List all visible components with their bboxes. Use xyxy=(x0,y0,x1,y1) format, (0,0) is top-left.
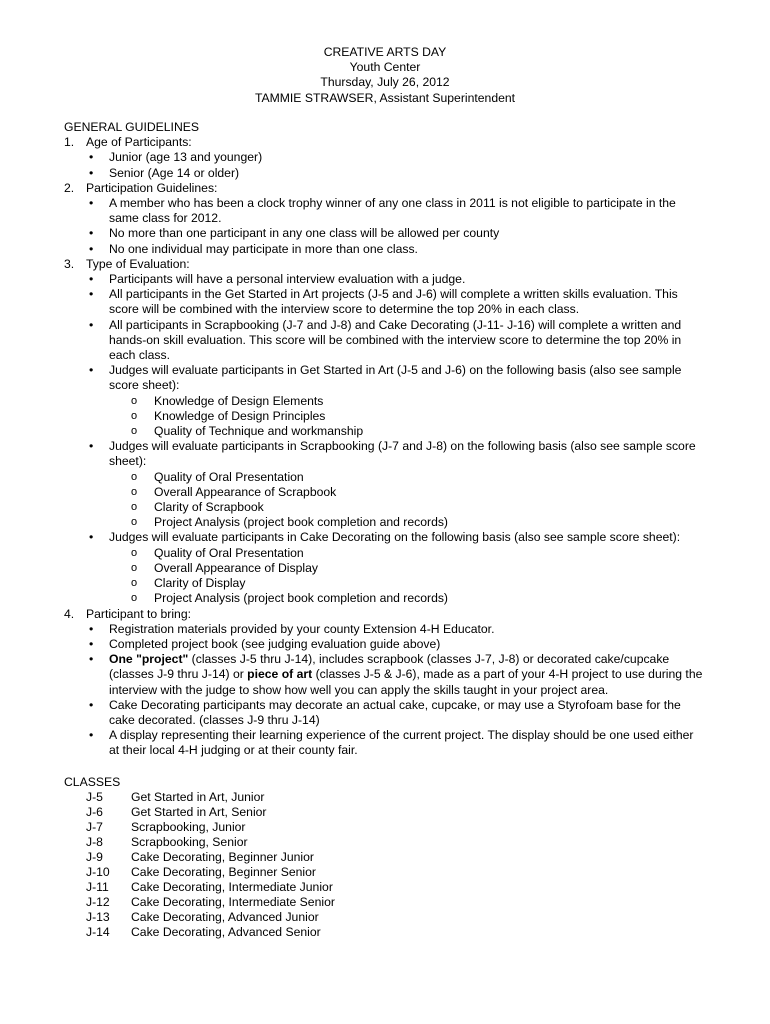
guidelines-heading: GENERAL GUIDELINES xyxy=(64,120,200,134)
list-item: • All participants in Scrapbooking (J-7 and J-8) and Cake Decorating (J-11- J-16) will complete a written and hands-on skill evaluation. This score will be combined with the interview score to determine the top 20% in each class. xyxy=(109,318,704,364)
class-code: J-6 xyxy=(86,804,103,819)
section-title: Participation Guidelines: xyxy=(86,180,218,195)
section-number: 3. xyxy=(64,256,75,271)
section-title: Participant to bring: xyxy=(86,606,192,621)
class-code: J-13 xyxy=(86,909,110,924)
class-row xyxy=(64,835,704,850)
sub-list-item: o Project Analysis (project book completion and records) xyxy=(154,515,704,530)
class-row xyxy=(64,895,704,910)
class-name: Scrapbooking, Senior xyxy=(131,834,248,849)
event-date: Thursday, July 26, 2012 xyxy=(320,75,450,90)
classes-table xyxy=(64,790,704,940)
class-row xyxy=(64,910,704,925)
class-code: J-11 xyxy=(86,879,109,894)
list-item-text: (classes J-5 thru J-14), includes scrapbook (classes J-7, J-8) or decorated cake/cupcake (classes J-9 thru J-14) or xyxy=(109,652,670,682)
list-item-text: (classes J-5 & J-6), made as a part of your 4-H project to use during the interview with the judge to show how well you can apply the skills taught in your project area. xyxy=(109,667,703,697)
list-item-text: Judges will evaluate participants in Scrapbooking (J-7 and J-8) on the following basis (also see sample score sheet): xyxy=(109,439,696,469)
sub-list-item: o Project Analysis (project book completion and records) xyxy=(154,591,704,606)
class-code: J-8 xyxy=(86,834,103,849)
class-row xyxy=(64,925,704,940)
sub-list-item: o Overall Appearance of Scrapbook xyxy=(154,485,704,500)
scrapbook-criteria-list xyxy=(109,470,704,531)
class-row xyxy=(64,790,704,805)
sub-list-item: o Quality of Oral Presentation xyxy=(154,470,704,485)
sub-list-item: o Clarity of Scrapbook xyxy=(154,500,704,515)
list-item xyxy=(109,530,704,606)
section-number: 1. xyxy=(64,135,75,150)
list-item: • Participants will have a personal interview evaluation with a judge. xyxy=(109,272,704,287)
list-item: • All participants in the Get Started in Art projects (J-5 and J-6) will complete a written skills evaluation. This score will be combined with the interview score to determine the top 20% in each class. xyxy=(109,287,704,317)
sub-list-item: o Overall Appearance of Display xyxy=(154,561,704,576)
class-name: Scrapbooking, Junior xyxy=(131,819,246,834)
class-code: J-5 xyxy=(86,789,103,804)
list-item: • A display representing their learning experience of the current project. The display should be one used either at their local 4-H judging or at their county fair. xyxy=(109,728,704,758)
class-code: J-10 xyxy=(86,864,110,879)
list-item xyxy=(109,363,704,439)
class-row xyxy=(64,805,704,820)
class-row xyxy=(64,850,704,865)
section-title: Age of Participants: xyxy=(86,135,192,150)
guideline-section-2 xyxy=(64,181,704,196)
list-item: • Completed project book (see judging evaluation guide above) xyxy=(109,637,704,652)
list-item-text: Judges will evaluate participants in Cake Decorating on the following basis (also see sample score sheet): xyxy=(109,530,681,545)
list-item xyxy=(109,652,704,698)
list-item: • Cake Decorating participants may decorate an actual cake, cupcake, or may use a Styrofoam base for the cake decorated. (classes J-9 thru J-14) xyxy=(109,698,704,728)
class-name: Cake Decorating, Intermediate Senior xyxy=(131,894,335,909)
section-number: 2. xyxy=(64,180,75,195)
sub-list-item: o Quality of Oral Presentation xyxy=(154,546,704,561)
evaluation-list xyxy=(64,272,704,606)
class-name: Cake Decorating, Beginner Senior xyxy=(131,864,316,879)
list-item: • Senior (Age 14 or older) xyxy=(109,166,704,181)
class-name: Cake Decorating, Advanced Junior xyxy=(131,909,319,924)
list-item: • Junior (age 13 and younger) xyxy=(109,150,704,165)
class-row xyxy=(64,880,704,895)
bold-text: One "project" xyxy=(109,652,189,667)
class-code: J-14 xyxy=(86,924,110,939)
list-item: • No more than one participant in any one class will be allowed per county xyxy=(109,226,704,241)
age-list xyxy=(64,150,704,180)
list-item: • A member who has been a clock trophy winner of any one class in 2011 is not eligible to participate in the same class for 2012. xyxy=(109,196,704,226)
list-item xyxy=(109,439,704,530)
class-name: Get Started in Art, Senior xyxy=(131,804,267,819)
class-name: Cake Decorating, Beginner Junior xyxy=(131,849,314,864)
guideline-section-1 xyxy=(64,135,704,150)
guideline-section-4 xyxy=(64,607,704,622)
document-body xyxy=(64,120,704,940)
document-header xyxy=(0,45,770,106)
cake-criteria-list xyxy=(109,546,704,607)
class-name: Get Started in Art, Junior xyxy=(131,789,265,804)
list-item: • No one individual may participate in more than one class. xyxy=(109,242,704,257)
sub-list-item: o Clarity of Display xyxy=(154,576,704,591)
class-name: Cake Decorating, Intermediate Junior xyxy=(131,879,333,894)
class-code: J-9 xyxy=(86,849,103,864)
sub-list-item: o Knowledge of Design Elements xyxy=(154,394,704,409)
participation-list xyxy=(64,196,704,257)
superintendent-name: TAMMIE STRAWSER, Assistant Superintendent xyxy=(254,90,516,105)
document-title: CREATIVE ARTS DAY xyxy=(323,45,447,59)
list-item: • Registration materials provided by your county Extension 4-H Educator. xyxy=(109,622,704,637)
art-criteria-list xyxy=(109,394,704,440)
section-title: Type of Evaluation: xyxy=(86,256,190,271)
class-row xyxy=(64,820,704,835)
section-number: 4. xyxy=(64,606,75,621)
bring-list xyxy=(64,622,704,759)
event-location: Youth Center xyxy=(349,60,421,75)
sub-list-item: o Quality of Technique and workmanship xyxy=(154,424,704,439)
class-name: Cake Decorating, Advanced Senior xyxy=(131,924,321,939)
list-item-text: Judges will evaluate participants in Get Started in Art (J-5 and J-6) on the following basis (also see sample score sheet): xyxy=(109,363,682,393)
sub-list-item: o Knowledge of Design Principles xyxy=(154,409,704,424)
class-code: J-7 xyxy=(86,819,103,834)
class-row xyxy=(64,865,704,880)
class-code: J-12 xyxy=(86,894,110,909)
bold-text: piece of art xyxy=(247,667,313,682)
classes-heading: CLASSES xyxy=(64,774,121,789)
guideline-section-3 xyxy=(64,257,704,272)
